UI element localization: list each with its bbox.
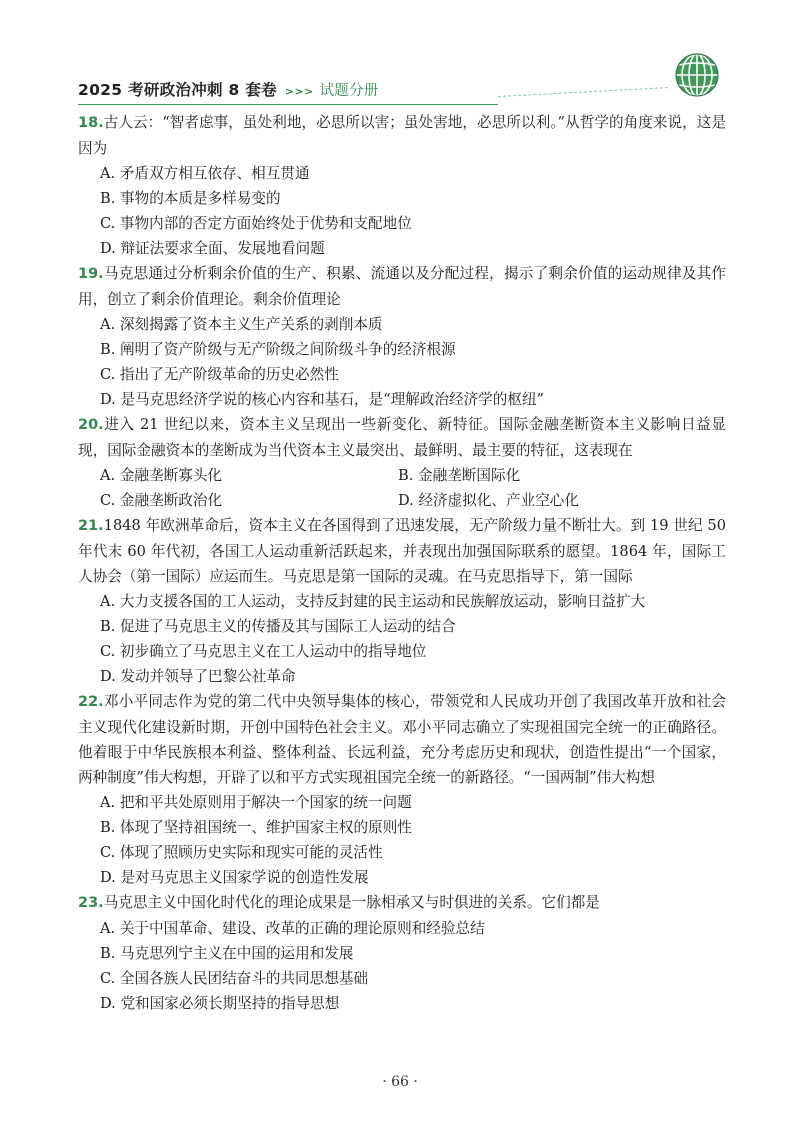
question-list [78, 110, 726, 1016]
option-c: C. 金融垄断政治化 [100, 492, 223, 509]
question-stem: 1848 年欧洲革命后，资本主义在各国得到了迅速发展，无产阶级力量不断壮大。到 19 世纪 50 年代末 60 年代初，各国工人运动重新活跃起来，并表现出加强国际联系的愿望。1864 年，国际工人协会（第一国际）应运而生。马克思是第一国际的灵魂。在马克思指导下，第一国际 [78, 517, 726, 585]
option-d: D. 辩证法要求全面、发展地看问题 [100, 240, 325, 257]
option-b: B. 促进了马克思主义的传播及其与国际工人运动的结合 [100, 618, 456, 635]
page-header [78, 70, 728, 110]
question-stem: 进入 21 世纪以来，资本主义呈现出一些新变化、新特征。国际金融垄断资本主义影响日益显现，国际金融资本的垄断成为当代资本主义最突出、最鲜明、最主要的特征，这表现在 [78, 416, 726, 459]
question-stem: 马克思主义中国化时代化的理论成果是一脉相承又与时俱进的关系。它们都是 [103, 894, 600, 911]
header-rule [78, 104, 498, 105]
option-row [78, 463, 726, 488]
option-d: D. 是马克思经济学说的核心内容和基石，是“理解政治经济学的枢纽” [100, 391, 545, 408]
question-22 [78, 689, 726, 890]
book-section: 试题分册 [319, 83, 379, 99]
option-d: D. 是对马克思主义国家学说的创造性发展 [100, 869, 369, 886]
option-c: C. 指出了无产阶级革命的历史必然性 [100, 366, 339, 383]
option-a: A. 深刻揭露了资本主义生产关系的剥削本质 [100, 316, 383, 333]
option-c: C. 体现了照顾历史实际和现实可能的灵活性 [100, 844, 383, 861]
option-row [78, 488, 726, 513]
question-number: 20. [78, 417, 104, 433]
question-number: 23. [78, 895, 104, 911]
book-title: 2025 考研政治冲刺 8 套卷 [78, 81, 277, 99]
option-a: A. 把和平共处原则用于解决一个国家的统一问题 [100, 794, 412, 811]
option-b: B. 体现了坚持祖国统一、维护国家主权的原则性 [100, 819, 412, 836]
page-number: · 66 · [382, 1074, 418, 1090]
option-b: B. 金融垄断国际化 [398, 467, 521, 484]
option-a: A. 矛盾双方相互依存、相互贯通 [100, 165, 310, 182]
header-title-line [78, 78, 379, 100]
option-d: D. 经济虚拟化、产业空心化 [398, 492, 579, 509]
option-b: B. 马克思列宁主义在中国的运用和发展 [100, 945, 354, 962]
option-d: D. 党和国家必须长期坚持的指导思想 [100, 995, 340, 1012]
option-a: A. 金融垄断寡头化 [100, 467, 222, 484]
question-20 [78, 412, 726, 513]
question-stem: 古人云：“智者虑事，虽处利地，必思所以害；虽处害地，必思所以利。”从哲学的角度来说，这是因为 [78, 114, 726, 157]
option-d: D. 发动并领导了巴黎公社革命 [100, 668, 296, 685]
option-a: A. 关于中国革命、建设、改革的正确的理论原则和经验总结 [100, 920, 485, 937]
option-c: C. 全国各族人民团结奋斗的共同思想基础 [100, 970, 369, 987]
question-stem: 邓小平同志作为党的第二代中央领导集体的核心，带领党和人民成功开创了我国改革开放和社会主义现代化建设新时期，开创中国特色社会主义。邓小平同志确立了实现祖国完全统一的正确路径。他着眼于中华民族根本利益、整体利益、长远利益，充分考虑历史和现状，创造性提出“一个国家，两种制度”伟大构想，开辟了以和平方式实现祖国完全统一的新路径。“一国两制”伟大构想 [78, 693, 726, 786]
question-number: 22. [78, 694, 104, 710]
question-number: 21. [78, 518, 104, 534]
option-b: B. 事物的本质是多样易变的 [100, 190, 281, 207]
option-c: C. 事物内部的否定方面始终处于优势和支配地位 [100, 215, 412, 232]
header-rule-dashed [498, 87, 668, 97]
question-number: 18. [78, 115, 104, 131]
question-stem: 马克思通过分析剩余价值的生产、积累、流通以及分配过程，揭示了剩余价值的运动规律及其作用，创立了剩余价值理论。剩余价值理论 [78, 265, 726, 308]
header-arrows: >>> [284, 85, 314, 98]
option-b: B. 阐明了资产阶级与无产阶级之间阶级斗争的经济根源 [100, 341, 456, 358]
option-a: A. 大力支援各国的工人运动，支持反封建的民主运动和民族解放运动，影响日益扩大 [100, 593, 646, 610]
question-19 [78, 261, 726, 412]
option-c: C. 初步确立了马克思主义在工人运动中的指导地位 [100, 643, 427, 660]
question-18 [78, 110, 726, 261]
globe-icon [674, 52, 720, 98]
question-21 [78, 513, 726, 689]
question-number: 19. [78, 266, 104, 282]
question-23 [78, 890, 726, 1016]
